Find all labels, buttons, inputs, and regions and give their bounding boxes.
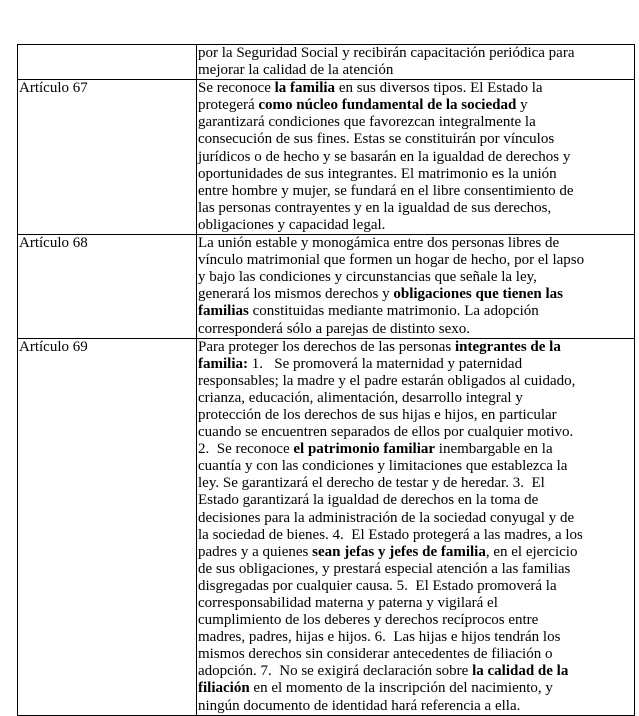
article-number-cell xyxy=(18,45,197,80)
article-text-cell xyxy=(197,45,635,80)
articles-table xyxy=(17,44,635,716)
text: La unión estable y monogámica entre dos personas libres de xyxy=(198,235,560,252)
text: crianza, educación, alimentación, desarrollo integral y xyxy=(198,389,523,406)
article-number-cell: Artículo 69 xyxy=(18,338,197,715)
text: por la Seguridad Social y recibirán capacitación periódica para xyxy=(198,45,575,61)
article-text-cell xyxy=(197,235,635,339)
text-line xyxy=(198,544,633,561)
text-line xyxy=(198,475,633,492)
text: adopción. 7. No se exigirá declaración sobre xyxy=(198,663,473,680)
text: las personas contrayentes y en la igualdad de sus derechos, xyxy=(198,199,552,216)
text: en el momento de la inscripción del nacimiento, y xyxy=(249,680,553,697)
text-line xyxy=(198,131,633,148)
text-line xyxy=(198,424,633,441)
text: Se reconoce xyxy=(198,80,275,97)
text-line xyxy=(198,612,633,629)
text: cuantía y con las condiciones y limitaciones que establezca la xyxy=(198,458,568,475)
text: la sociedad de bienes. 4. El Estado protegerá a las madres, a los xyxy=(198,526,583,543)
text: disgregadas por cualquier causa. 5. El Estado promoverá la xyxy=(198,577,557,594)
text-line xyxy=(198,629,633,646)
text: padres y a quienes xyxy=(198,543,313,560)
bold-text: la calidad de la xyxy=(472,663,569,680)
text: obligaciones y capacidad legal. xyxy=(198,216,386,233)
text: Estado garantizará la igualdad de derechos en la toma de xyxy=(198,492,539,509)
table-row xyxy=(18,235,635,339)
text-line xyxy=(198,663,633,680)
text: oportunidades de sus integrantes. El matrimonio es la unión xyxy=(198,165,557,182)
text-line xyxy=(198,356,633,373)
text-line xyxy=(198,235,633,252)
bold-text: el patrimonio familiar xyxy=(293,441,436,458)
text: cumplimiento de los deberes y derechos recíprocos entre xyxy=(198,612,539,629)
text-line xyxy=(198,698,633,715)
text: consecución de sus fines. Estas se constituirán por vínculos xyxy=(198,131,555,148)
text-line xyxy=(198,252,633,269)
text-line xyxy=(198,527,633,544)
text-line xyxy=(198,114,633,131)
text: generará los mismos derechos y xyxy=(198,286,394,303)
text: protección de los derechos de sus hijas e hijos, en particular xyxy=(198,406,557,423)
text-line xyxy=(198,458,633,475)
article-text-cell xyxy=(197,338,635,715)
bold-text: filiación xyxy=(198,680,250,697)
article-text-cell xyxy=(197,80,635,235)
text-line xyxy=(198,62,633,79)
bold-text: sean jefas y jefes de familia xyxy=(312,543,486,560)
text-line xyxy=(198,166,633,183)
text: 1. Se promoverá la maternidad y paternidad xyxy=(248,355,523,372)
bold-text: obligaciones que tienen las xyxy=(393,286,563,303)
bold-text: como núcleo fundamental de la sociedad xyxy=(258,97,517,114)
text-line xyxy=(198,303,633,320)
text: mismos derechos sin considerar antecedentes de filiación o xyxy=(198,646,553,663)
text: ley. Se garantizará el derecho de testar y de heredar. 3. El xyxy=(198,475,545,492)
text: mejorar la calidad de la atención xyxy=(198,62,394,79)
text-line xyxy=(198,217,633,234)
text: constituidas mediante matrimonio. La adopción xyxy=(248,303,539,320)
text: ningún documento de identidad hará referencia a ella. xyxy=(198,697,521,714)
bold-text: familias xyxy=(198,303,249,320)
text-line xyxy=(198,646,633,663)
text-line xyxy=(198,680,633,697)
text: cuando se encuentren separados de ellos por cualquier motivo. xyxy=(198,424,574,441)
text-line xyxy=(198,269,633,286)
text: y xyxy=(516,97,528,114)
text-line xyxy=(198,183,633,200)
bold-text: la familia xyxy=(274,80,336,97)
text-line xyxy=(198,492,633,509)
bold-text: integrantes de la xyxy=(455,338,561,355)
text-line xyxy=(198,321,633,338)
articles-table-body xyxy=(18,45,635,716)
text: responsables; la madre y el padre estarán obligados al cuidado, xyxy=(198,372,576,389)
text: jurídicos o de hecho y se basarán en la igualdad de derechos y xyxy=(198,148,571,165)
text: Para proteger los derechos de las personas xyxy=(198,338,455,355)
table-row xyxy=(18,338,635,715)
article-number-cell: Artículo 68 xyxy=(18,235,197,339)
text: en sus diversos tipos. El Estado la xyxy=(335,80,543,97)
text-line xyxy=(198,200,633,217)
table-row xyxy=(18,45,635,80)
text-line xyxy=(198,441,633,458)
text-line xyxy=(198,561,633,578)
text: y bajo las condiciones y circunstancias que señale la ley, xyxy=(198,269,537,286)
text-line xyxy=(198,80,633,97)
text: corresponsabilidad materna y paterna y vigilará el xyxy=(198,595,498,611)
article-number-cell: Artículo 67 xyxy=(18,80,197,235)
text: , en el ejercicio xyxy=(485,543,578,560)
text-line xyxy=(198,578,633,595)
text-line xyxy=(198,595,633,612)
text-line xyxy=(198,390,633,407)
bold-text: familia: xyxy=(198,355,248,372)
text: vínculo matrimonial que formen un hogar de hecho, por el lapso xyxy=(198,252,585,269)
text-line xyxy=(198,97,633,114)
text-line xyxy=(198,373,633,390)
text-line xyxy=(198,510,633,527)
text: inembargable en la xyxy=(435,441,553,458)
text: 2. Se reconoce xyxy=(198,441,294,458)
text-line xyxy=(198,286,633,303)
text: de sus obligaciones, y prestará especial atención a las familias xyxy=(198,560,571,577)
text-line xyxy=(198,339,633,356)
text: corresponderá sólo a parejas de distinto sexo. xyxy=(198,320,470,337)
text: madres, padres, hijas e hijos. 6. Las hijas e hijos tendrán los xyxy=(198,629,561,646)
text-line xyxy=(198,45,633,62)
text: decisiones para la administración de la sociedad conyugal y de xyxy=(198,509,575,526)
text: entre hombre y mujer, se fundará en el libre consentimiento de xyxy=(198,182,574,199)
text-line xyxy=(198,149,633,166)
text: garantizará condiciones que favorezcan integralmente la xyxy=(198,114,536,131)
table-row xyxy=(18,80,635,235)
text: protegerá xyxy=(198,97,259,114)
text-line xyxy=(198,407,633,424)
